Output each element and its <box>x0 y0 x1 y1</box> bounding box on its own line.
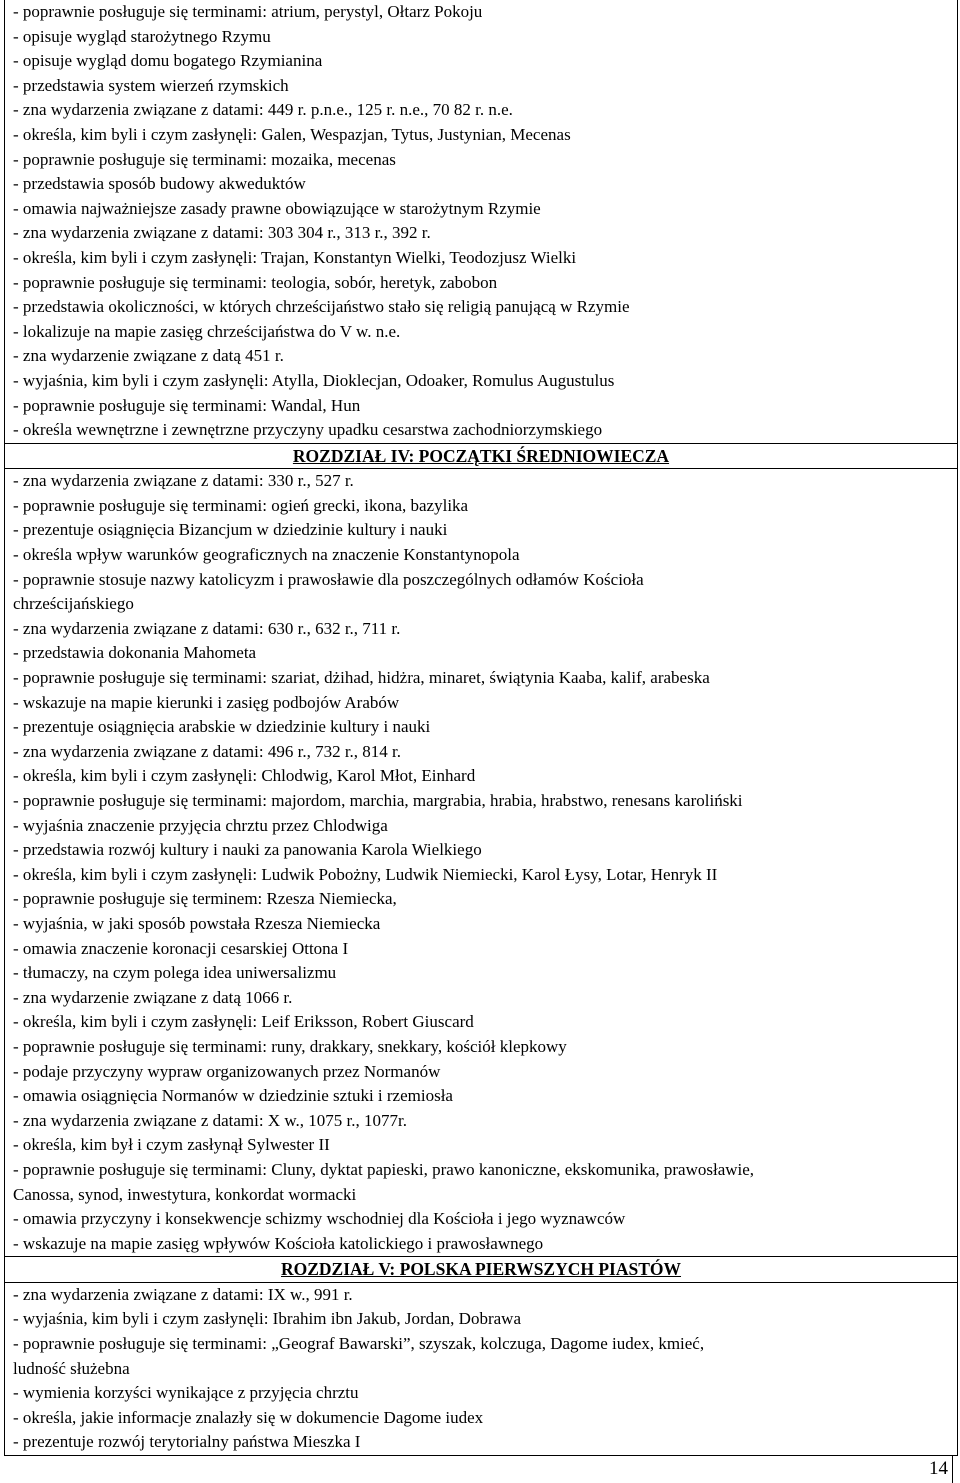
requirement-line: - omawia osiągnięcia Normanów w dziedzinie sztuki i rzemiosła <box>13 1086 453 1106</box>
requirement-line: - zna wydarzenia związane z datami: X w., 1075 r., 1077r. <box>13 1110 407 1130</box>
requirement-line: - określa, kim był i czym zasłynął Sylwester II <box>13 1135 330 1155</box>
requirement-line: - zna wydarzenia związane z datami: IX w., 991 r. <box>13 1284 353 1304</box>
requirement-line: - lokalizuje na mapie zasięg chrześcijaństwa do V w. n.e. <box>13 321 401 341</box>
requirement-line: - poprawnie posługuje się terminami: Wandal, Hun <box>13 395 361 415</box>
requirement-line: - poprawnie posługuje się terminem: Rzesza Niemiecka, <box>13 889 397 909</box>
requirement-line: - zna wydarzenia związane z datami: 303 304 r., 313 r., 392 r. <box>13 223 431 243</box>
requirement-line: - poprawnie posługuje się terminami: mozaika, mecenas <box>13 149 396 169</box>
requirement-line: - poprawnie posługuje się terminami: runy, drakkary, snekkary, kościół klepkowy <box>13 1036 567 1056</box>
requirement-line: - prezentuje rozwój terytorialny państwa Mieszka I <box>13 1432 361 1452</box>
requirement-line: - określa, kim byli i czym zasłynęli: Galen, Wespazjan, Tytus, Justynian, Mecenas <box>13 124 571 144</box>
requirement-line: - określa wpływ warunków geograficznych na znaczenie Konstantynopola <box>13 545 520 565</box>
requirement-line: - wyjaśnia, w jaki sposób powstała Rzesza Niemiecka <box>13 913 381 933</box>
requirement-line: - przedstawia okoliczności, w których chrześcijaństwo stało się religią panującą w Rzymie <box>13 297 630 317</box>
chapter-heading-4: ROZDZIAŁ IV: POCZĄTKI ŚREDNIOWIECZA <box>5 443 957 470</box>
requirement-line: - poprawnie posługuje się terminami: atrium, perystyl, Ołtarz Pokoju <box>13 2 483 21</box>
requirement-line: - opisuje wygląd starożytnego Rzymu <box>13 26 271 46</box>
requirement-line: - zna wydarzenia związane z datami: 449 r. p.n.e., 125 r. n.e., 70 82 r. n.e. <box>13 100 513 120</box>
requirement-line: - poprawnie posługuje się terminami: szariat, dżihad, hidżra, minaret, świątynia Kaaba, kalif, arabeska <box>13 668 710 688</box>
requirement-line: - wyjaśnia, kim byli i czym zasłynęli: Atylla, Dioklecjan, Odoaker, Romulus Augustulus <box>13 370 615 390</box>
requirement-line: - omawia znaczenie koronacji cesarskiej Ottona I <box>13 938 349 958</box>
requirement-line: - wskazuje na mapie kierunki i zasięg podbojów Arabów <box>13 692 400 712</box>
requirement-line: - prezentuje osiągnięcia arabskie w dziedzinie kultury i nauki <box>13 717 431 737</box>
requirement-line: - zna wydarzenia związane z datami: 630 r., 632 r., 711 r. <box>13 618 401 638</box>
requirement-line: - zna wydarzenie związane z datą 451 r. <box>13 346 284 366</box>
requirement-line: - poprawnie posługuje się terminami: teologia, sobór, heretyk, zabobon <box>13 272 498 292</box>
page-number: 14 <box>929 1458 948 1479</box>
requirement-line: - przedstawia sposób budowy akweduktów <box>13 174 306 194</box>
requirement-line: - opisuje wygląd domu bogatego Rzymianina <box>13 51 323 71</box>
requirement-line: - określa, kim byli i czym zasłynęli: Ludwik Pobożny, Ludwik Niemiecki, Karol Łysy, Lotar, Henryk II <box>13 864 718 884</box>
requirement-line: Canossa, synod, inwestytura, konkordat wormacki <box>13 1184 357 1204</box>
requirement-line: - zna wydarzenie związane z datą 1066 r. <box>13 987 293 1007</box>
requirement-line: - wyjaśnia znaczenie przyjęcia chrztu przez Chlodwiga <box>13 815 388 835</box>
requirement-line: - określa, jakie informacje znalazły się w dokumencie Dagome iudex <box>13 1407 484 1427</box>
requirement-line: - przedstawia dokonania Mahometa <box>13 643 257 663</box>
requirement-line: - wymienia korzyści wynikające z przyjęcia chrztu <box>13 1383 359 1403</box>
requirement-line: - prezentuje osiągnięcia Bizancjum w dziedzinie kultury i nauki <box>13 520 448 540</box>
requirement-line: - określa, kim byli i czym zasłynęli: Chlodwig, Karol Młot, Einhard <box>13 766 476 786</box>
requirement-line: - poprawnie stosuje nazwy katolicyzm i prawosławie dla poszczególnych odłamów Kościoła <box>13 569 644 589</box>
requirement-line: chrześcijańskiego <box>13 594 134 614</box>
requirement-line: - wskazuje na mapie zasięg wpływów Kościoła katolickiego i prawosławnego <box>13 1233 544 1253</box>
requirement-line: - określa, kim byli i czym zasłynęli: Trajan, Konstantyn Wielki, Teodozjusz Wielki <box>13 247 577 267</box>
chapter-heading-5: ROZDZIAŁ V: POLSKA PIERWSZYCH PIASTÓW <box>5 1256 957 1283</box>
requirement-line: ludność służebna <box>13 1358 130 1378</box>
section-piast-requirements <box>5 1283 957 1455</box>
requirement-line: - zna wydarzenia związane z datami: 496 r., 732 r., 814 r. <box>13 741 402 761</box>
requirement-line: - omawia przyczyny i konsekwencje schizmy wschodniej dla Kościoła i jego wyznawców <box>13 1209 626 1229</box>
requirement-line: - określa, kim byli i czym zasłynęli: Leif Eriksson, Robert Giuscard <box>13 1012 474 1032</box>
requirement-line: - określa wewnętrzne i zewnętrzne przyczyny upadku cesarstwa zachodniorzymskiego <box>13 420 603 440</box>
content-frame <box>4 0 958 1456</box>
requirement-line: - poprawnie posługuje się terminami: „Geograf Bawarski”, szyszak, kolczuga, Dagome iudex, kmieć, <box>13 1334 705 1354</box>
requirement-line: - tłumaczy, na czym polega idea uniwersalizmu <box>13 963 337 983</box>
requirement-line: - przedstawia system wierzeń rzymskich <box>13 75 289 95</box>
requirement-line: - omawia najważniejsze zasady prawne obowiązujące w starożytnym Rzymie <box>13 198 541 218</box>
section-rome-requirements <box>5 0 957 443</box>
requirement-line: - poprawnie posługuje się terminami: Cluny, dyktat papieski, prawo kanoniczne, ekskomunika, prawosławie, <box>13 1159 755 1179</box>
requirement-line: - wyjaśnia, kim byli i czym zasłynęli: Ibrahim ibn Jakub, Jordan, Dobrawa <box>13 1309 521 1329</box>
requirement-line: - poprawnie posługuje się terminami: majordom, marchia, margrabia, hrabia, hrabstwo, renesans karoliński <box>13 791 743 810</box>
requirement-line: - przedstawia rozwój kultury i nauki za panowania Karola Wielkiego <box>13 840 482 860</box>
requirement-line: - podaje przyczyny wypraw organizowanych przez Normanów <box>13 1061 441 1081</box>
requirement-line: - zna wydarzenia związane z datami: 330 r., 527 r. <box>13 471 354 491</box>
requirement-line: - poprawnie posługuje się terminami: ogień grecki, ikona, bazylika <box>13 495 469 515</box>
section-middle-ages-requirements <box>5 469 957 1256</box>
page-number-divider <box>952 1456 959 1483</box>
